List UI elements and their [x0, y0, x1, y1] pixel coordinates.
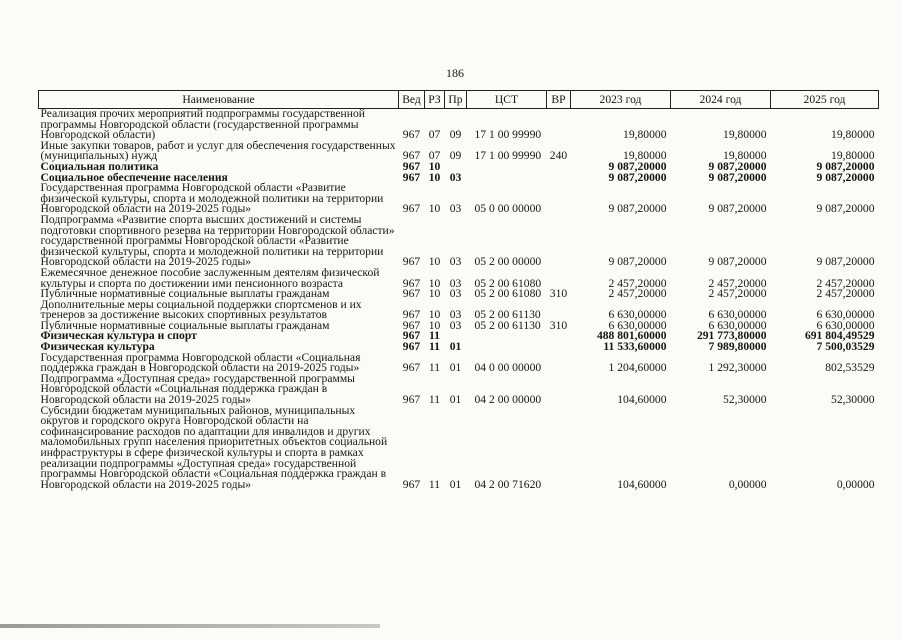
row-rz: 11	[428, 477, 441, 491]
table-row	[39, 374, 879, 406]
row-rz: 07	[428, 128, 441, 142]
row-vr	[547, 353, 571, 374]
row-ved: 967	[402, 159, 421, 173]
row-vr	[547, 406, 571, 491]
row-name: Публичные нормативные социальные выплаты гражданам	[40, 287, 330, 301]
row-pr: 01	[449, 340, 462, 354]
row-cst: 05 2 00 00000	[474, 255, 542, 269]
table-row	[39, 183, 879, 215]
row-pr: 01	[449, 361, 462, 375]
row-rz: 11	[428, 361, 441, 375]
row-vr	[547, 342, 571, 353]
row-name: Государственная программа Новгородской области «Развитие физической культуры, спорта и молодежной политики на территории Новгородской области на 2019-2025 годы»	[40, 181, 384, 216]
col-header-cst: ЦСТ	[467, 91, 547, 109]
row-cst: 17 1 00 99990	[474, 128, 542, 142]
row-amount-2023: 9 087,20000	[608, 255, 667, 269]
row-amount-2024: 9 087,20000	[708, 202, 767, 216]
row-ved: 967	[402, 170, 421, 184]
row-amount-2024: 9 087,20000	[708, 170, 767, 184]
row-name: Физическая культура и спорт	[40, 329, 197, 343]
row-name: Ежемесячное денежное пособие заслуженным деятелям физической культуры и спорта по достижении ими пенсионного возраста	[40, 265, 380, 290]
row-rz: 10	[428, 255, 441, 269]
row-name: Публичные нормативные социальные выплаты гражданам	[40, 318, 330, 332]
row-amount-2024: 9 087,20000	[708, 159, 767, 173]
row-amount-2023: 11 533,60000	[603, 340, 667, 354]
row-amount-2024: 0,00000	[728, 477, 767, 491]
row-amount-2025: 9 087,20000	[816, 170, 875, 184]
row-vr: 310	[549, 287, 568, 301]
row-name: Подпрограмма «Доступная среда» государственной программы Новгородской области «Социальная поддержка граждан в Новгородской области на 2019-2025 годы»	[40, 371, 355, 407]
row-pr: 03	[449, 308, 462, 322]
row-amount-2023: 9 087,20000	[608, 202, 667, 216]
row-ved: 967	[402, 255, 421, 269]
row-cst	[467, 173, 547, 184]
row-pr: 03	[449, 170, 462, 184]
row-amount-2025: 9 087,20000	[816, 202, 875, 216]
row-pr: 03	[449, 287, 462, 301]
row-ved: 967	[402, 149, 421, 163]
row-cst: 05 0 00 00000	[474, 202, 542, 216]
row-name: Иные закупки товаров, работ и услуг для обеспечения государственных (муниципальных) нужд	[40, 138, 396, 163]
row-amount-2024: 19,80000	[723, 128, 767, 142]
row-rz: 10	[428, 287, 441, 301]
row-vr	[547, 374, 571, 406]
row-amount-2025: 9 087,20000	[816, 255, 875, 269]
row-vr	[547, 183, 571, 215]
row-amount-2023: 1 204,60000	[608, 361, 667, 375]
row-ved: 967	[402, 128, 421, 142]
col-header-pr: Пр	[445, 91, 467, 109]
table-row	[39, 353, 879, 374]
col-header-vr: ВР	[547, 91, 571, 109]
col-header-name: Наименование	[39, 91, 399, 109]
row-amount-2025: 19,80000	[831, 149, 875, 163]
row-name: Субсидии бюджетам муниципальных районов, муниципальных округов и городского округа Новгородской области на софинансирование расходов по адаптации для инвалидов и других маломобильных групп населения приоритетных объектов социальной инфраструктуры в сфере физической культуры и спорта в рамках реализации подпрограммы «Доступная среда» государственной программы Новгородской области «Социальная поддержка граждан в Новгородской области на 2019-2025 годы»	[40, 403, 388, 491]
row-cst	[467, 162, 547, 173]
row-amount-2023: 104,60000	[617, 393, 667, 407]
row-ved: 967	[402, 477, 421, 491]
header-row	[39, 91, 879, 109]
row-amount-2025: 6 630,00000	[816, 318, 875, 332]
row-amount-2023: 19,80000	[623, 128, 667, 142]
row-cst	[467, 331, 547, 342]
row-pr: 03	[449, 255, 462, 269]
row-rz: 11	[428, 393, 441, 407]
col-header-2024: 2024 год	[671, 91, 771, 109]
row-amount-2025: 19,80000	[831, 128, 875, 142]
row-cst: 04 0 00 00000	[474, 361, 542, 375]
row-rz: 10	[428, 308, 441, 322]
row-ved: 967	[402, 361, 421, 375]
row-amount-2024: 291 773,80000	[696, 329, 767, 343]
row-amount-2023: 9 087,20000	[608, 170, 667, 184]
row-name: Социальная политика	[40, 159, 159, 173]
row-amount-2023: 104,60000	[617, 477, 667, 491]
row-amount-2024: 1 292,30000	[708, 361, 767, 375]
row-name: Социальное обеспечение населения	[40, 170, 228, 184]
row-vr	[547, 109, 571, 141]
row-ved: 967	[402, 287, 421, 301]
row-amount-2024: 52,30000	[723, 393, 767, 407]
row-rz: 10	[428, 159, 441, 173]
row-rz: 10	[428, 170, 441, 184]
row-amount-2023: 9 087,20000	[608, 159, 667, 173]
table-body	[39, 109, 879, 491]
row-cst: 05 2 00 61080	[474, 287, 542, 301]
row-name: Государственная программа Новгородской области «Социальная поддержка граждан в Новгородской области на 2019-2025 годы»	[40, 350, 361, 375]
row-amount-2023: 2 457,20000	[608, 287, 667, 301]
table-row	[39, 141, 879, 162]
row-rz: 11	[429, 340, 440, 354]
col-header-2025: 2025 год	[771, 91, 879, 109]
row-cst: 17 1 00 99990	[474, 149, 542, 163]
col-header-2023: 2023 год	[571, 91, 671, 109]
row-amount-2025: 6 630,00000	[816, 308, 875, 322]
row-amount-2024: 9 087,20000	[708, 255, 767, 269]
row-name: Физическая культура	[40, 340, 155, 354]
row-vr	[547, 268, 571, 289]
row-pr: 01	[449, 393, 462, 407]
row-cst: 05 2 00 61130	[474, 308, 541, 322]
row-pr: 01	[449, 477, 462, 491]
row-amount-2023: 19,80000	[623, 149, 667, 163]
row-amount-2023: 488 801,60000	[596, 329, 667, 343]
row-amount-2024: 2 457,20000	[708, 287, 767, 301]
row-pr: 09	[449, 149, 462, 163]
row-ved: 967	[402, 340, 421, 354]
col-header-ved: Вед	[399, 91, 425, 109]
row-amount-2024: 19,80000	[723, 149, 767, 163]
row-cst: 05 2 00 61130	[474, 318, 541, 332]
row-rz: 11	[429, 329, 440, 343]
row-vr	[547, 331, 571, 342]
row-vr	[547, 173, 571, 184]
row-name: Подпрограмма «Развитие спорта высших достижений и системы подготовки спортивного резерва на территории Новгородской области» государственной программы Новгородской области «Развитие физической культуры, спорта и молодежной политики на территории Новгородской области на 2019-2025 годы»	[40, 212, 395, 269]
row-name: Реализация прочих мероприятий подпрограммы государственной программы Новгородской области (государственной программы Новгородской области)	[40, 107, 365, 142]
table-row	[39, 109, 879, 141]
table-row	[39, 300, 879, 321]
row-rz: 07	[428, 149, 441, 163]
row-cst	[467, 342, 547, 353]
row-amount-2023: 6 630,00000	[608, 318, 667, 332]
row-amount-2025: 7 500,03529	[816, 340, 875, 354]
row-vr: 310	[549, 318, 568, 332]
page-number: 186	[446, 66, 464, 80]
row-cst: 05 2 00 61080	[474, 276, 542, 290]
row-cst: 04 2 00 00000	[474, 393, 542, 407]
table-row	[39, 268, 879, 289]
scan-edge-artifact	[0, 624, 380, 628]
table-row	[39, 215, 879, 268]
row-name: Дополнительные меры социальной поддержки спортсменов и их тренеров за достижение высоких спортивных результатов	[40, 297, 362, 322]
row-ved: 967	[402, 329, 421, 343]
row-amount-2024: 2 457,20000	[708, 276, 767, 290]
row-vr	[547, 300, 571, 321]
row-amount-2025: 52,30000	[831, 393, 875, 407]
row-rz: 10	[428, 318, 441, 332]
budget-table	[38, 90, 879, 490]
row-amount-2025: 2 457,20000	[816, 287, 875, 301]
row-pr: 03	[449, 318, 462, 332]
row-ved: 967	[402, 318, 421, 332]
row-vr	[547, 162, 571, 173]
row-amount-2025: 691 804,49529	[804, 329, 875, 343]
row-ved: 967	[402, 308, 421, 322]
row-amount-2024: 7 989,80000	[708, 340, 767, 354]
row-amount-2023: 2 457,20000	[608, 276, 667, 290]
row-pr: 03	[449, 202, 462, 216]
row-rz: 10	[428, 202, 441, 216]
row-ved: 967	[402, 202, 421, 216]
row-amount-2025: 802,53529	[825, 361, 875, 375]
row-cst: 04 2 00 71620	[474, 477, 542, 491]
row-ved: 967	[402, 393, 421, 407]
row-vr: 240	[549, 149, 568, 163]
row-amount-2025: 2 457,20000	[816, 276, 875, 290]
row-amount-2025: 9 087,20000	[816, 159, 875, 173]
row-amount-2023: 6 630,00000	[608, 308, 667, 322]
row-rz: 10	[428, 276, 441, 290]
table-row	[39, 406, 879, 491]
row-amount-2024: 6 630,00000	[708, 308, 767, 322]
row-pr: 03	[449, 276, 462, 290]
row-pr: 09	[449, 128, 462, 142]
row-amount-2024: 6 630,00000	[708, 318, 767, 332]
col-header-rz: РЗ	[425, 91, 445, 109]
row-amount-2025: 0,00000	[836, 477, 875, 491]
row-vr	[547, 215, 571, 268]
row-ved: 967	[402, 276, 421, 290]
